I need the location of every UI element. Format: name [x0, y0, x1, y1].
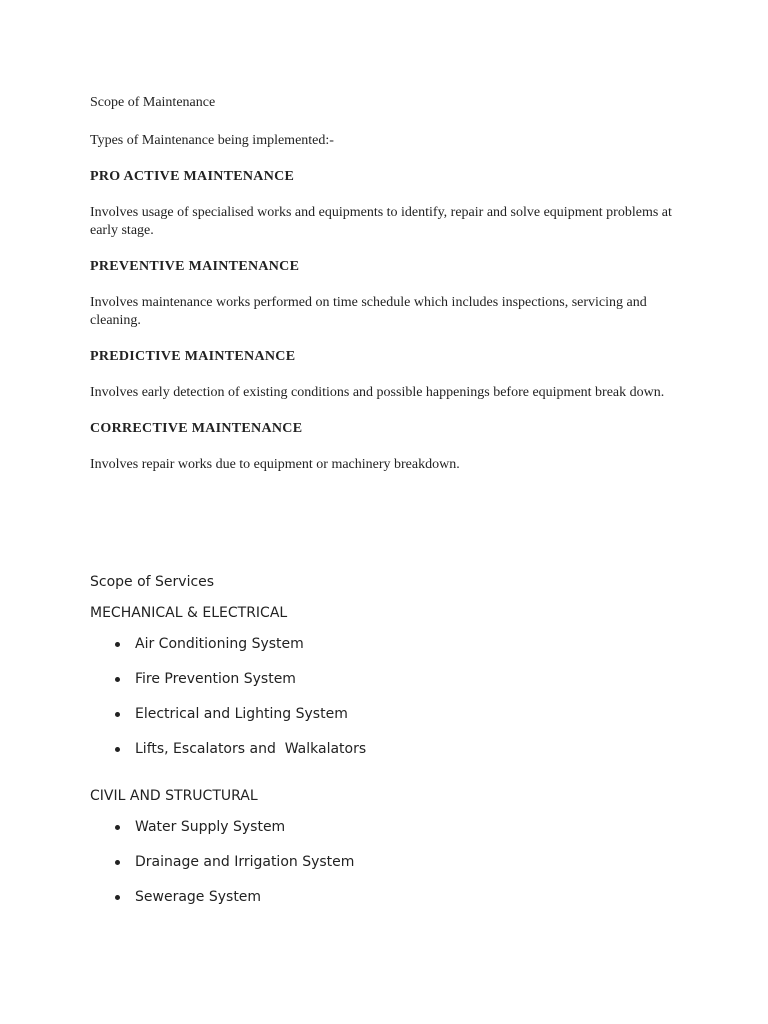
maintenance-type-heading: PREVENTIVE MAINTENANCE	[90, 259, 300, 274]
list-item	[90, 670, 680, 705]
list-item	[90, 818, 680, 853]
services-group-label: CIVIL AND STRUCTURAL	[90, 788, 258, 804]
maintenance-type-heading: PREDICTIVE MAINTENANCE	[90, 349, 296, 364]
list-item	[90, 635, 680, 670]
maintenance-title: Scope of Maintenance	[90, 95, 216, 110]
list-item	[90, 853, 680, 888]
list-item-label: Air Conditioning System	[135, 636, 304, 652]
services-list	[90, 635, 680, 775]
services-group-label: MECHANICAL & ELECTRICAL	[90, 605, 288, 621]
maintenance-intro: Types of Maintenance being implemented:-	[90, 133, 334, 148]
list-item-label: Drainage and Irrigation System	[135, 854, 355, 870]
services-section	[90, 573, 680, 923]
bullet-icon	[115, 895, 120, 900]
list-item-label: Electrical and Lighting System	[135, 706, 348, 722]
list-item-label: Sewerage System	[135, 889, 262, 905]
maintenance-type-description: Involves usage of specialised works and equipments to identify, repair and solve equipment problems at early stage.	[90, 205, 672, 238]
maintenance-section	[90, 94, 680, 474]
list-item-label: Fire Prevention System	[135, 671, 296, 687]
bullet-icon	[115, 860, 120, 865]
maintenance-type-heading: CORRECTIVE MAINTENANCE	[90, 421, 303, 436]
list-item-label: Water Supply System	[135, 819, 286, 835]
maintenance-type-description: Involves repair works due to equipment or machinery breakdown.	[90, 457, 460, 472]
bullet-icon	[115, 825, 120, 830]
bullet-icon	[115, 642, 120, 647]
bullet-icon	[115, 677, 120, 682]
maintenance-type-description: Involves early detection of existing conditions and possible happenings before equipment break down.	[90, 385, 665, 400]
bullet-icon	[115, 747, 120, 752]
maintenance-type-description: Involves maintenance works performed on time schedule which includes inspections, servicing and cleaning.	[90, 295, 647, 328]
list-item-label: Lifts, Escalators and Walkalators	[135, 741, 367, 757]
list-item	[90, 888, 680, 923]
maintenance-type-heading: PRO ACTIVE MAINTENANCE	[90, 169, 295, 184]
list-item	[90, 740, 680, 775]
services-title: Scope of Services	[90, 574, 215, 590]
services-list	[90, 818, 680, 923]
list-item	[90, 705, 680, 740]
bullet-icon	[115, 712, 120, 717]
